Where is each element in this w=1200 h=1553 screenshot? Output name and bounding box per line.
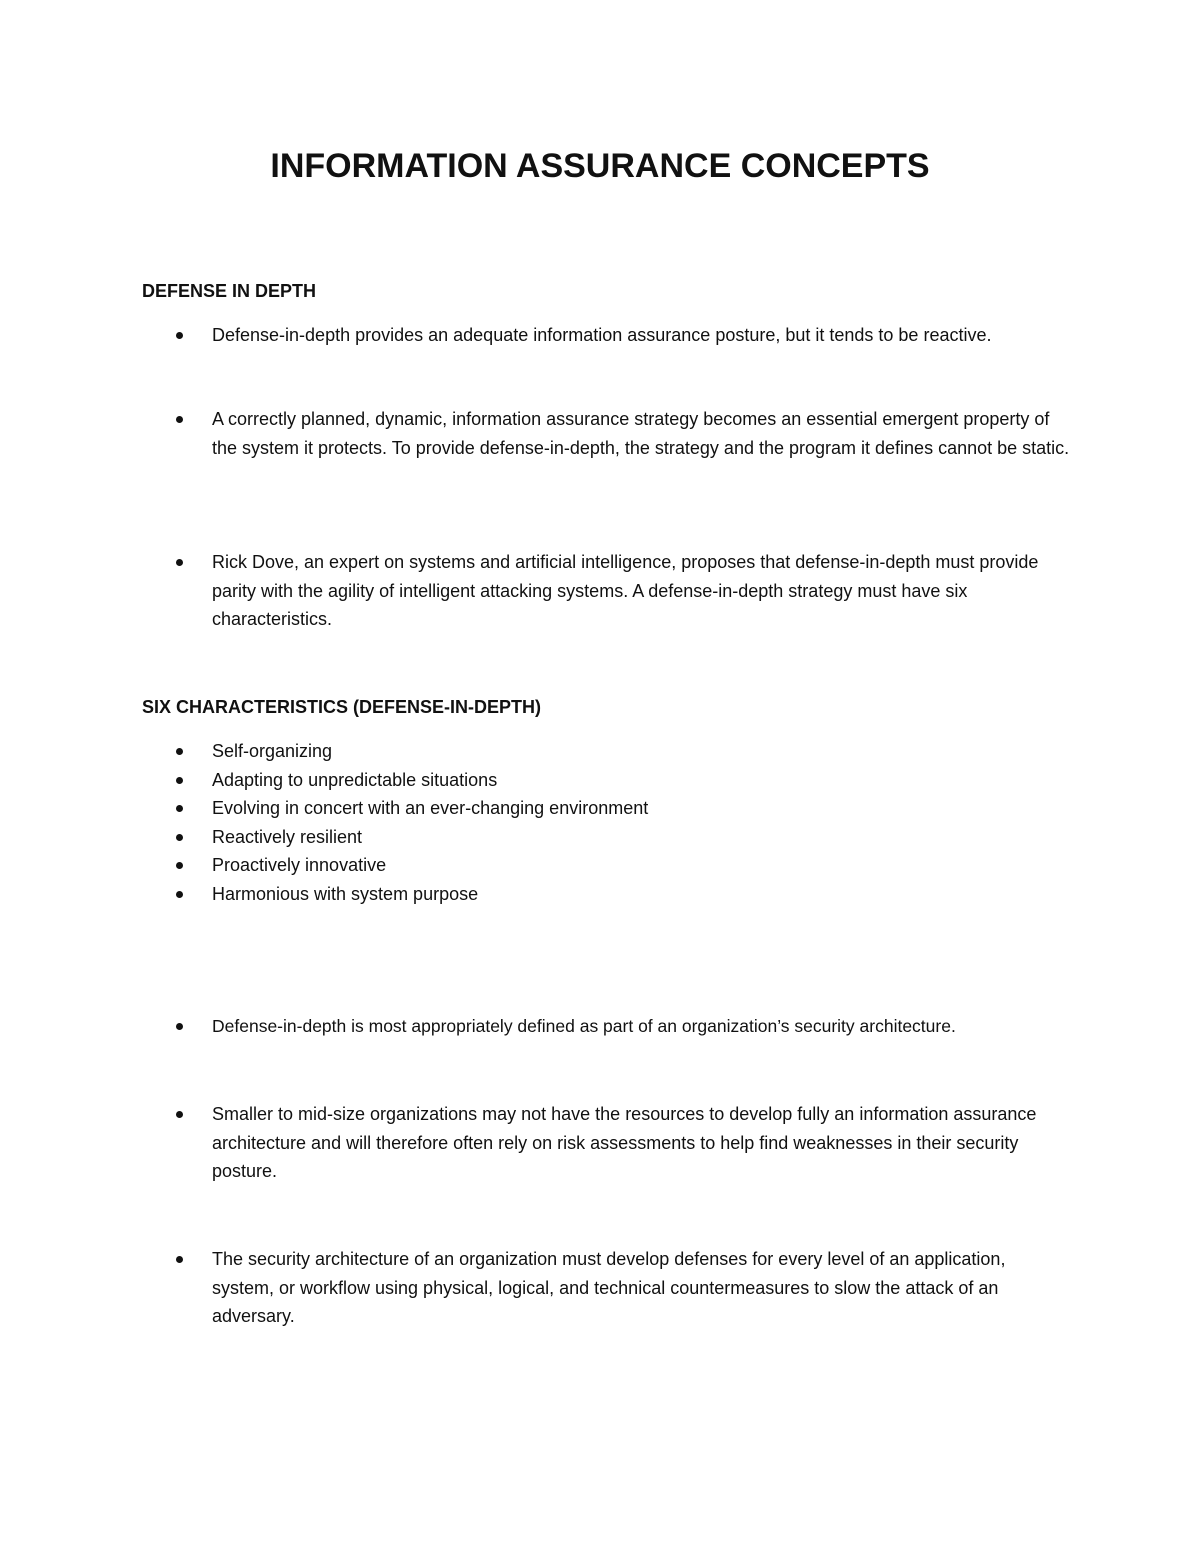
section-heading-six-characteristics: SIX CHARACTERISTICS (DEFENSE-IN-DEPTH) xyxy=(142,697,542,717)
bullet-icon xyxy=(176,559,183,566)
bullet-icon xyxy=(176,748,183,755)
list-item-text: Evolving in concert with an ever-changing environment xyxy=(212,798,649,818)
section-heading-defense-in-depth: DEFENSE IN DEPTH xyxy=(142,281,317,301)
list-item-text: The security architecture of an organization must develop defenses for every level of an application, system, or workflow using physical, logical, and technical countermeasures to slow the attack of an adversary. xyxy=(212,1249,1006,1326)
bullet-icon xyxy=(176,862,183,869)
list-item-text: Proactively innovative xyxy=(212,855,387,875)
list-item-text: Defense-in-depth provides an adequate information assurance posture, but it tends to be reactive. xyxy=(212,325,992,345)
list-item-text: Rick Dove, an expert on systems and artificial intelligence, proposes that defense-in-depth must provide parity with the agility of intelligent attacking systems. A defense-in-depth strategy must have six characteristics. xyxy=(212,552,1039,629)
list-item-text: Defense-in-depth is most appropriately defined as part of an organization’s security architecture. xyxy=(212,1016,956,1036)
bullet-icon xyxy=(176,805,183,812)
document-title: INFORMATION ASSURANCE CONCEPTS xyxy=(270,147,930,185)
bullet-icon xyxy=(176,416,183,423)
bullet-icon xyxy=(176,332,183,339)
list-item-text: Adapting to unpredictable situations xyxy=(212,769,498,790)
list-item-text: A correctly planned, dynamic, information assurance strategy becomes an essential emergent property of the system it protects. To provide defense-in-depth, the strategy and the program it defines cannot be static. xyxy=(212,409,1070,458)
bullet-icon xyxy=(176,834,183,841)
list-item-text: Reactively resilient xyxy=(212,826,363,847)
list-item-text: Harmonious with system purpose xyxy=(212,883,479,904)
bullet-icon xyxy=(176,891,183,898)
bullet-icon xyxy=(176,777,183,784)
list-item-text: Self-organizing xyxy=(212,741,333,761)
bullet-icon xyxy=(176,1023,183,1030)
list-item-text: Smaller to mid-size organizations may not have the resources to develop fully an information assurance architecture and will therefore often rely on risk assessments to help find weaknesses in their security posture. xyxy=(212,1104,1037,1181)
bullet-icon xyxy=(176,1256,183,1263)
bullet-icon xyxy=(176,1111,183,1118)
